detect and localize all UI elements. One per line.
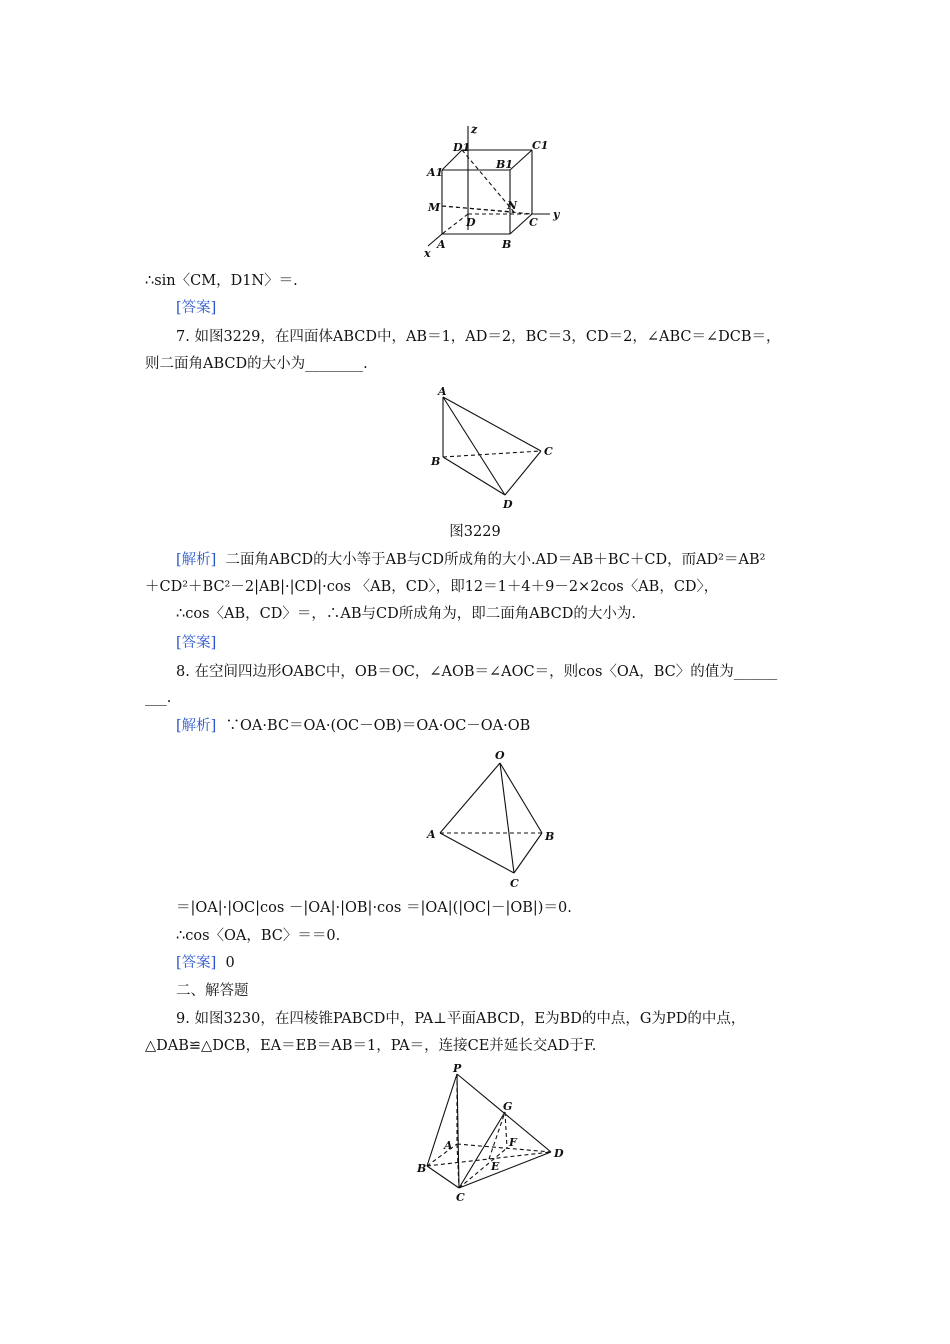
fig4-label: G bbox=[503, 1100, 513, 1113]
question-8-line-2: ___. bbox=[145, 690, 172, 706]
answer-tag: [答案] bbox=[176, 300, 217, 316]
question-8-line-1: 8. 在空间四边形OABC中，OB＝OC，∠AOB＝∠AOC＝，则cos〈OA，BC〉的值为______ bbox=[176, 664, 778, 680]
solution-7-text: 二面角ABCD的大小等于AB与CD所成角的大小.AD＝AB＋BC＋CD，而AD²＝AB² bbox=[225, 552, 766, 568]
edge-b1c1 bbox=[510, 150, 532, 170]
edge-bd bbox=[443, 457, 505, 495]
tetrahedron-figure bbox=[425, 385, 565, 515]
answer-tag: [答案] bbox=[176, 955, 217, 971]
solution-tag: [解析] bbox=[176, 552, 217, 568]
pyramid-figure bbox=[415, 1062, 575, 1212]
solution-7-line-2: ＋CD²＋BC²－2|AB|·|CD|·cos 〈AB，CD〉，即12＝1＋4＋9－2×2cos〈AB，CD〉， bbox=[145, 579, 719, 595]
segment-cf bbox=[459, 1148, 507, 1188]
fig1-label: z bbox=[471, 123, 478, 136]
edge-ob bbox=[500, 763, 542, 833]
edge-pb bbox=[427, 1074, 457, 1166]
fig3-label: O bbox=[495, 749, 505, 762]
figure-caption: 图3229 bbox=[449, 524, 501, 540]
answer-8 bbox=[176, 953, 235, 973]
edge-cd bbox=[505, 451, 541, 495]
fig3-label: A bbox=[427, 828, 436, 841]
fig1-label: B1 bbox=[496, 158, 513, 171]
solution-8-text: ∵OA·BC＝OA·(OC－OB)＝OA·OC－OA·OB bbox=[225, 718, 531, 734]
solution-7-line-1 bbox=[176, 550, 765, 570]
fig2-label: D bbox=[503, 498, 513, 511]
edge-oa bbox=[440, 763, 500, 833]
fig1-label: D1 bbox=[453, 141, 471, 154]
fig3-label: C bbox=[510, 877, 519, 890]
fig1-label: y bbox=[553, 208, 560, 221]
fig1-label: A bbox=[437, 238, 446, 251]
text-line: ∴sin〈CM，D1N〉＝. bbox=[145, 273, 298, 289]
fig2-label: C bbox=[544, 445, 553, 458]
fig2-label: B bbox=[431, 455, 441, 468]
solution-tag: [解析] bbox=[176, 718, 217, 734]
answer-tag: [答案] bbox=[176, 635, 217, 651]
fig4-label: F bbox=[509, 1136, 517, 1149]
edge-bc bbox=[443, 451, 541, 457]
solution-7-line-3: ∴cos〈AB，CD〉＝，∴AB与CD所成角为，即二面角ABCD的大小为. bbox=[176, 606, 636, 622]
fig1-label: x bbox=[424, 247, 431, 260]
fig2-label: A bbox=[438, 385, 447, 398]
solution-8-line-2: ＝|OA|·|OC|cos －|OA|·|OB|·cos ＝|OA|(|OC|－|OB|)＝0. bbox=[176, 900, 572, 916]
solution-8-line-3: ∴cos〈OA，BC〉＝＝0. bbox=[176, 928, 341, 944]
fig1-label: B bbox=[502, 238, 512, 251]
fig1-label: C1 bbox=[532, 139, 549, 152]
question-7-line-1: 7. 如图3229，在四面体ABCD中，AB＝1，AD＝2，BC＝3，CD＝2，∠ABC＝∠DCB＝， bbox=[176, 329, 781, 345]
fig1-label: A1 bbox=[427, 166, 444, 179]
fig4-label: C bbox=[456, 1191, 465, 1204]
edge-oc bbox=[500, 763, 514, 873]
edge-bc bbox=[514, 833, 542, 873]
fig1-label: D bbox=[466, 216, 476, 229]
fig3-label: B bbox=[545, 830, 555, 843]
segment-cg bbox=[459, 1112, 505, 1188]
fig4-label: P bbox=[453, 1062, 462, 1075]
question-9-line-1: 9. 如图3230，在四棱锥PABCD中，PA⊥平面ABCD，E为BD的中点，G为PD的中点， bbox=[176, 1011, 746, 1027]
question-9-line-2: △DAB≌△DCB，EA＝EB＝AB＝1，PA＝，连接CE并延长交AD于F. bbox=[145, 1038, 597, 1054]
edge-ac bbox=[440, 833, 514, 873]
solution-8-line-1 bbox=[176, 716, 530, 736]
edge-bc bbox=[427, 1166, 459, 1188]
section-heading: 二、解答题 bbox=[176, 983, 249, 999]
fig4-label: A bbox=[444, 1139, 453, 1152]
answer-value: 0 bbox=[225, 955, 235, 971]
fig4-label: E bbox=[491, 1160, 500, 1173]
fig4-label: D bbox=[554, 1147, 564, 1160]
edge-ac bbox=[443, 397, 541, 451]
oabc-figure bbox=[420, 745, 570, 895]
cube-figure bbox=[420, 122, 570, 262]
question-7-line-2: 则二面角ABCD的大小为________. bbox=[145, 356, 368, 372]
segment-mc bbox=[442, 206, 532, 214]
fig1-label: C bbox=[529, 216, 538, 229]
fig1-label: N bbox=[507, 199, 518, 212]
edge-da bbox=[442, 214, 468, 234]
segment-gf bbox=[505, 1112, 507, 1148]
fig4-label: B bbox=[417, 1162, 427, 1175]
fig1-label: M bbox=[428, 201, 441, 214]
edge-ad bbox=[443, 397, 505, 495]
